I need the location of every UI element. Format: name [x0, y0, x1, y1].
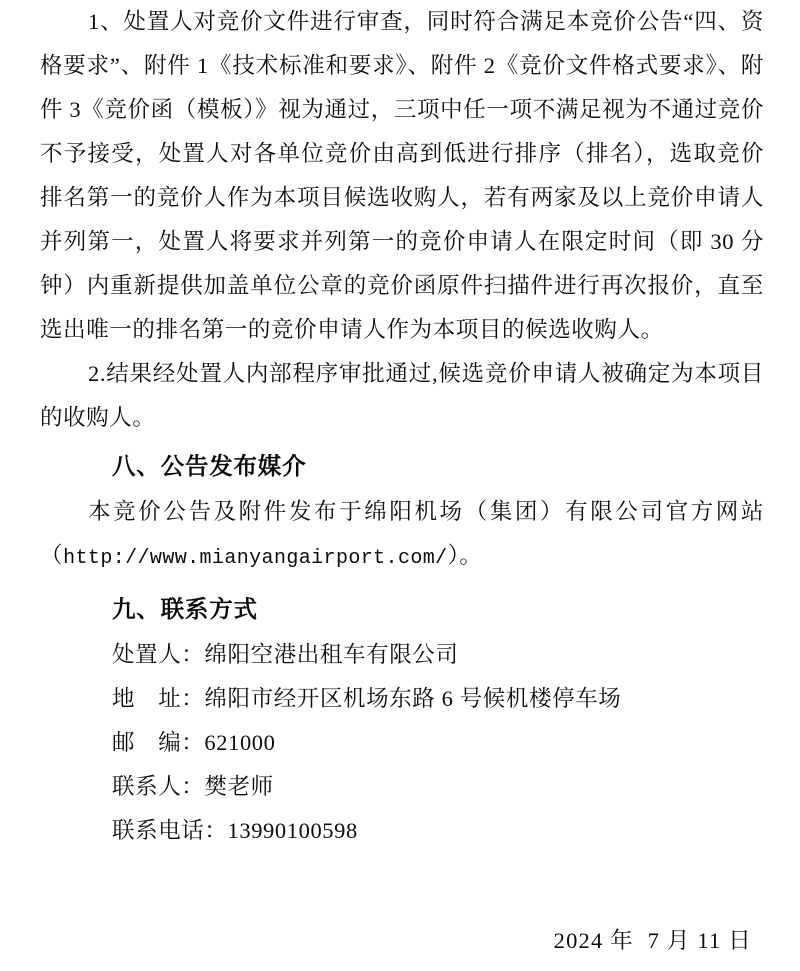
- section-heading-nine: 九、联系方式: [112, 597, 258, 623]
- paragraph-section-eight: [0, 490, 800, 581]
- document-date: 2024 年 7 月 11 日: [553, 928, 752, 953]
- paragraph-clause-1: 1、处置人对竞价文件进行审查，同时符合满足本竞价公告“四、资格要求”、附件 1《技术标准和要求》、附件 2《竞价文件格式要求》、附件 3《竞价函（模板）》视为通过，三项中任一项不满足视为不通过竞价不予接受，处置人对各单位竞价由高到低进行排序（排名），选取竞价排名第一的竞价人作为本项目候选收购人，若有两家及以上竞价申请人并列第一，处置人将要求并列第一的竞价申请人在限定时间（即 30 分钟）内重新提供加盖单位公章的竞价函原件扫描件进行再次报价，直至选出唯一的排名第一的竞价申请人作为本项目的候选收购人。: [40, 9, 764, 342]
- section-eight-text-before-url: 本竞价公告及附件发布于绵阳机场（集团）有限公司官方网站（: [40, 499, 764, 568]
- official-website-url[interactable]: http://www.mianyangairport.com/: [63, 547, 448, 570]
- section-eight-text-after-url: ）。: [447, 543, 483, 568]
- contact-line-disposer: 处置人：绵阳空港出租车有限公司: [112, 642, 459, 667]
- contact-line-phone: 联系电话：13990100598: [112, 818, 358, 843]
- contact-line-address: 地 址：绵阳市经开区机场东路 6 号候机楼停车场: [112, 686, 622, 711]
- section-heading-eight: 八、公告发布媒介: [112, 454, 307, 480]
- contact-block: [0, 633, 800, 853]
- contact-line-contact-person: 联系人：樊老师: [112, 774, 274, 799]
- paragraph-clause-2: 2.结果经处置人内部程序审批通过,候选竞价申请人被确定为本项目的收购人。: [40, 361, 764, 430]
- contact-line-postcode: 邮 编：621000: [112, 730, 276, 755]
